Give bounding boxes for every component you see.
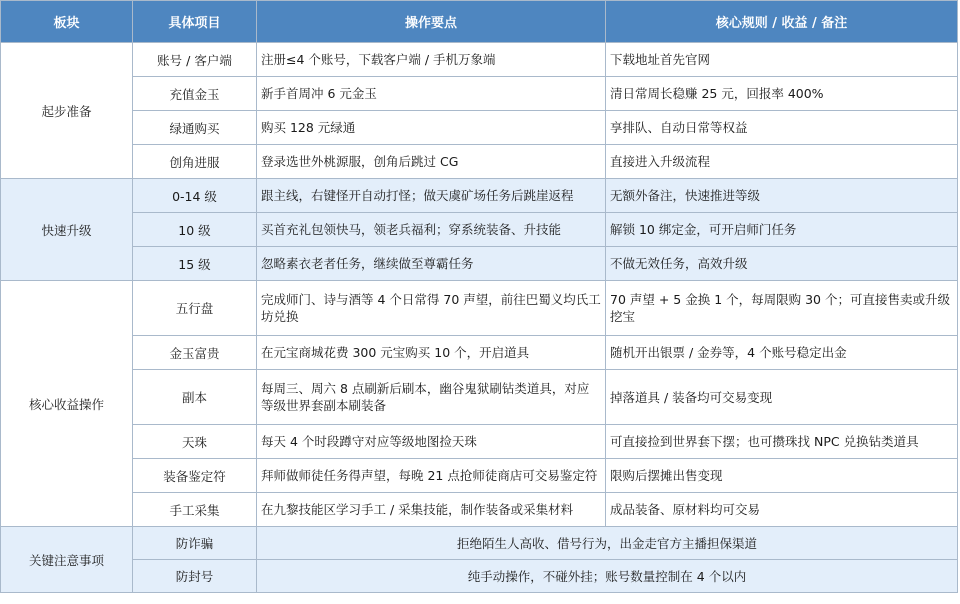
note-cell: 下载地址首先官网 — [606, 43, 958, 77]
operation-cell: 在九黎技能区学习手工 / 采集技能，制作装备或采集材料 — [257, 493, 606, 527]
table-row — [1, 493, 958, 527]
item-cell: 绿通购买 — [133, 111, 257, 145]
note-cell: 不做无效任务，高效升级 — [606, 247, 958, 281]
note-cell: 可直接捡到世界套下摆；也可攒珠找 NPC 兑换钻类道具 — [606, 425, 958, 459]
item-cell: 装备鉴定符 — [133, 459, 257, 493]
note-cell: 解锁 10 绑定金，可开启师门任务 — [606, 213, 958, 247]
section-cell: 快速升级 — [1, 179, 133, 281]
item-cell: 充值金玉 — [133, 77, 257, 111]
header-item: 具体项目 — [133, 1, 257, 43]
table-row — [1, 425, 958, 459]
table-row — [1, 145, 958, 179]
merged-note-cell: 拒绝陌生人高收、借号行为，出金走官方主播担保渠道 — [257, 527, 958, 560]
operation-cell: 拜师做师徒任务得声望，每晚 21 点抢师徒商店可交易鉴定符 — [257, 459, 606, 493]
operation-cell: 忽略素衣老者任务，继续做至尊霸任务 — [257, 247, 606, 281]
merged-note-cell: 纯手动操作，不碰外挂；账号数量控制在 4 个以内 — [257, 560, 958, 593]
operation-cell: 新手首周冲 6 元金玉 — [257, 77, 606, 111]
table-row — [1, 77, 958, 111]
note-cell: 70 声望 + 5 金换 1 个，每周限购 30 个；可直接售卖或升级挖宝 — [606, 281, 958, 336]
item-cell: 手工采集 — [133, 493, 257, 527]
table-row — [1, 281, 958, 336]
operation-cell: 买首充礼包领快马，领老兵福利；穿系统装备、升技能 — [257, 213, 606, 247]
note-cell: 成品装备、原材料均可交易 — [606, 493, 958, 527]
operation-cell: 每周三、周六 8 点刷新后刷本，幽谷鬼狱刷钻类道具，对应等级世界套副本刷装备 — [257, 370, 606, 425]
item-cell: 天珠 — [133, 425, 257, 459]
note-cell: 随机开出银票 / 金券等，4 个账号稳定出金 — [606, 336, 958, 370]
item-cell: 金玉富贵 — [133, 336, 257, 370]
header-section: 板块 — [1, 1, 133, 43]
table-row — [1, 370, 958, 425]
item-cell: 副本 — [133, 370, 257, 425]
operation-cell: 购买 128 元绿通 — [257, 111, 606, 145]
table-row — [1, 111, 958, 145]
header-operation: 操作要点 — [257, 1, 606, 43]
table-row — [1, 527, 958, 560]
table-row — [1, 213, 958, 247]
item-cell: 账号 / 客户端 — [133, 43, 257, 77]
section-cell: 核心收益操作 — [1, 281, 133, 527]
operation-cell: 每天 4 个时段蹲守对应等级地图捡天珠 — [257, 425, 606, 459]
section-cell: 起步准备 — [1, 43, 133, 179]
item-cell: 15 级 — [133, 247, 257, 281]
table-row — [1, 459, 958, 493]
note-cell: 无额外备注，快速推进等级 — [606, 179, 958, 213]
item-cell: 创角进服 — [133, 145, 257, 179]
item-cell: 10 级 — [133, 213, 257, 247]
note-cell: 享排队、自动日常等权益 — [606, 111, 958, 145]
item-cell: 0-14 级 — [133, 179, 257, 213]
note-cell: 限购后摆摊出售变现 — [606, 459, 958, 493]
operation-cell: 跟主线，右键怪开自动打怪；做天虞矿场任务后跳崖返程 — [257, 179, 606, 213]
note-cell: 直接进入升级流程 — [606, 145, 958, 179]
item-cell: 五行盘 — [133, 281, 257, 336]
header-row — [1, 1, 958, 43]
item-cell: 防诈骗 — [133, 527, 257, 560]
operation-cell: 完成师门、诗与酒等 4 个日常得 70 声望，前往巴蜀义均氏工坊兑换 — [257, 281, 606, 336]
table-row — [1, 560, 958, 593]
table-row — [1, 179, 958, 213]
operation-cell: 注册≤4 个账号，下载客户端 / 手机万象端 — [257, 43, 606, 77]
header-notes: 核心规则 / 收益 / 备注 — [606, 1, 958, 43]
table-row — [1, 43, 958, 77]
item-cell: 防封号 — [133, 560, 257, 593]
note-cell: 掉落道具 / 装备均可交易变现 — [606, 370, 958, 425]
operation-cell: 登录选世外桃源服，创角后跳过 CG — [257, 145, 606, 179]
table-row — [1, 247, 958, 281]
table-row — [1, 336, 958, 370]
operation-cell: 在元宝商城花费 300 元宝购买 10 个，开启道具 — [257, 336, 606, 370]
section-cell: 关键注意事项 — [1, 527, 133, 593]
note-cell: 清日常周长稳赚 25 元，回报率 400% — [606, 77, 958, 111]
